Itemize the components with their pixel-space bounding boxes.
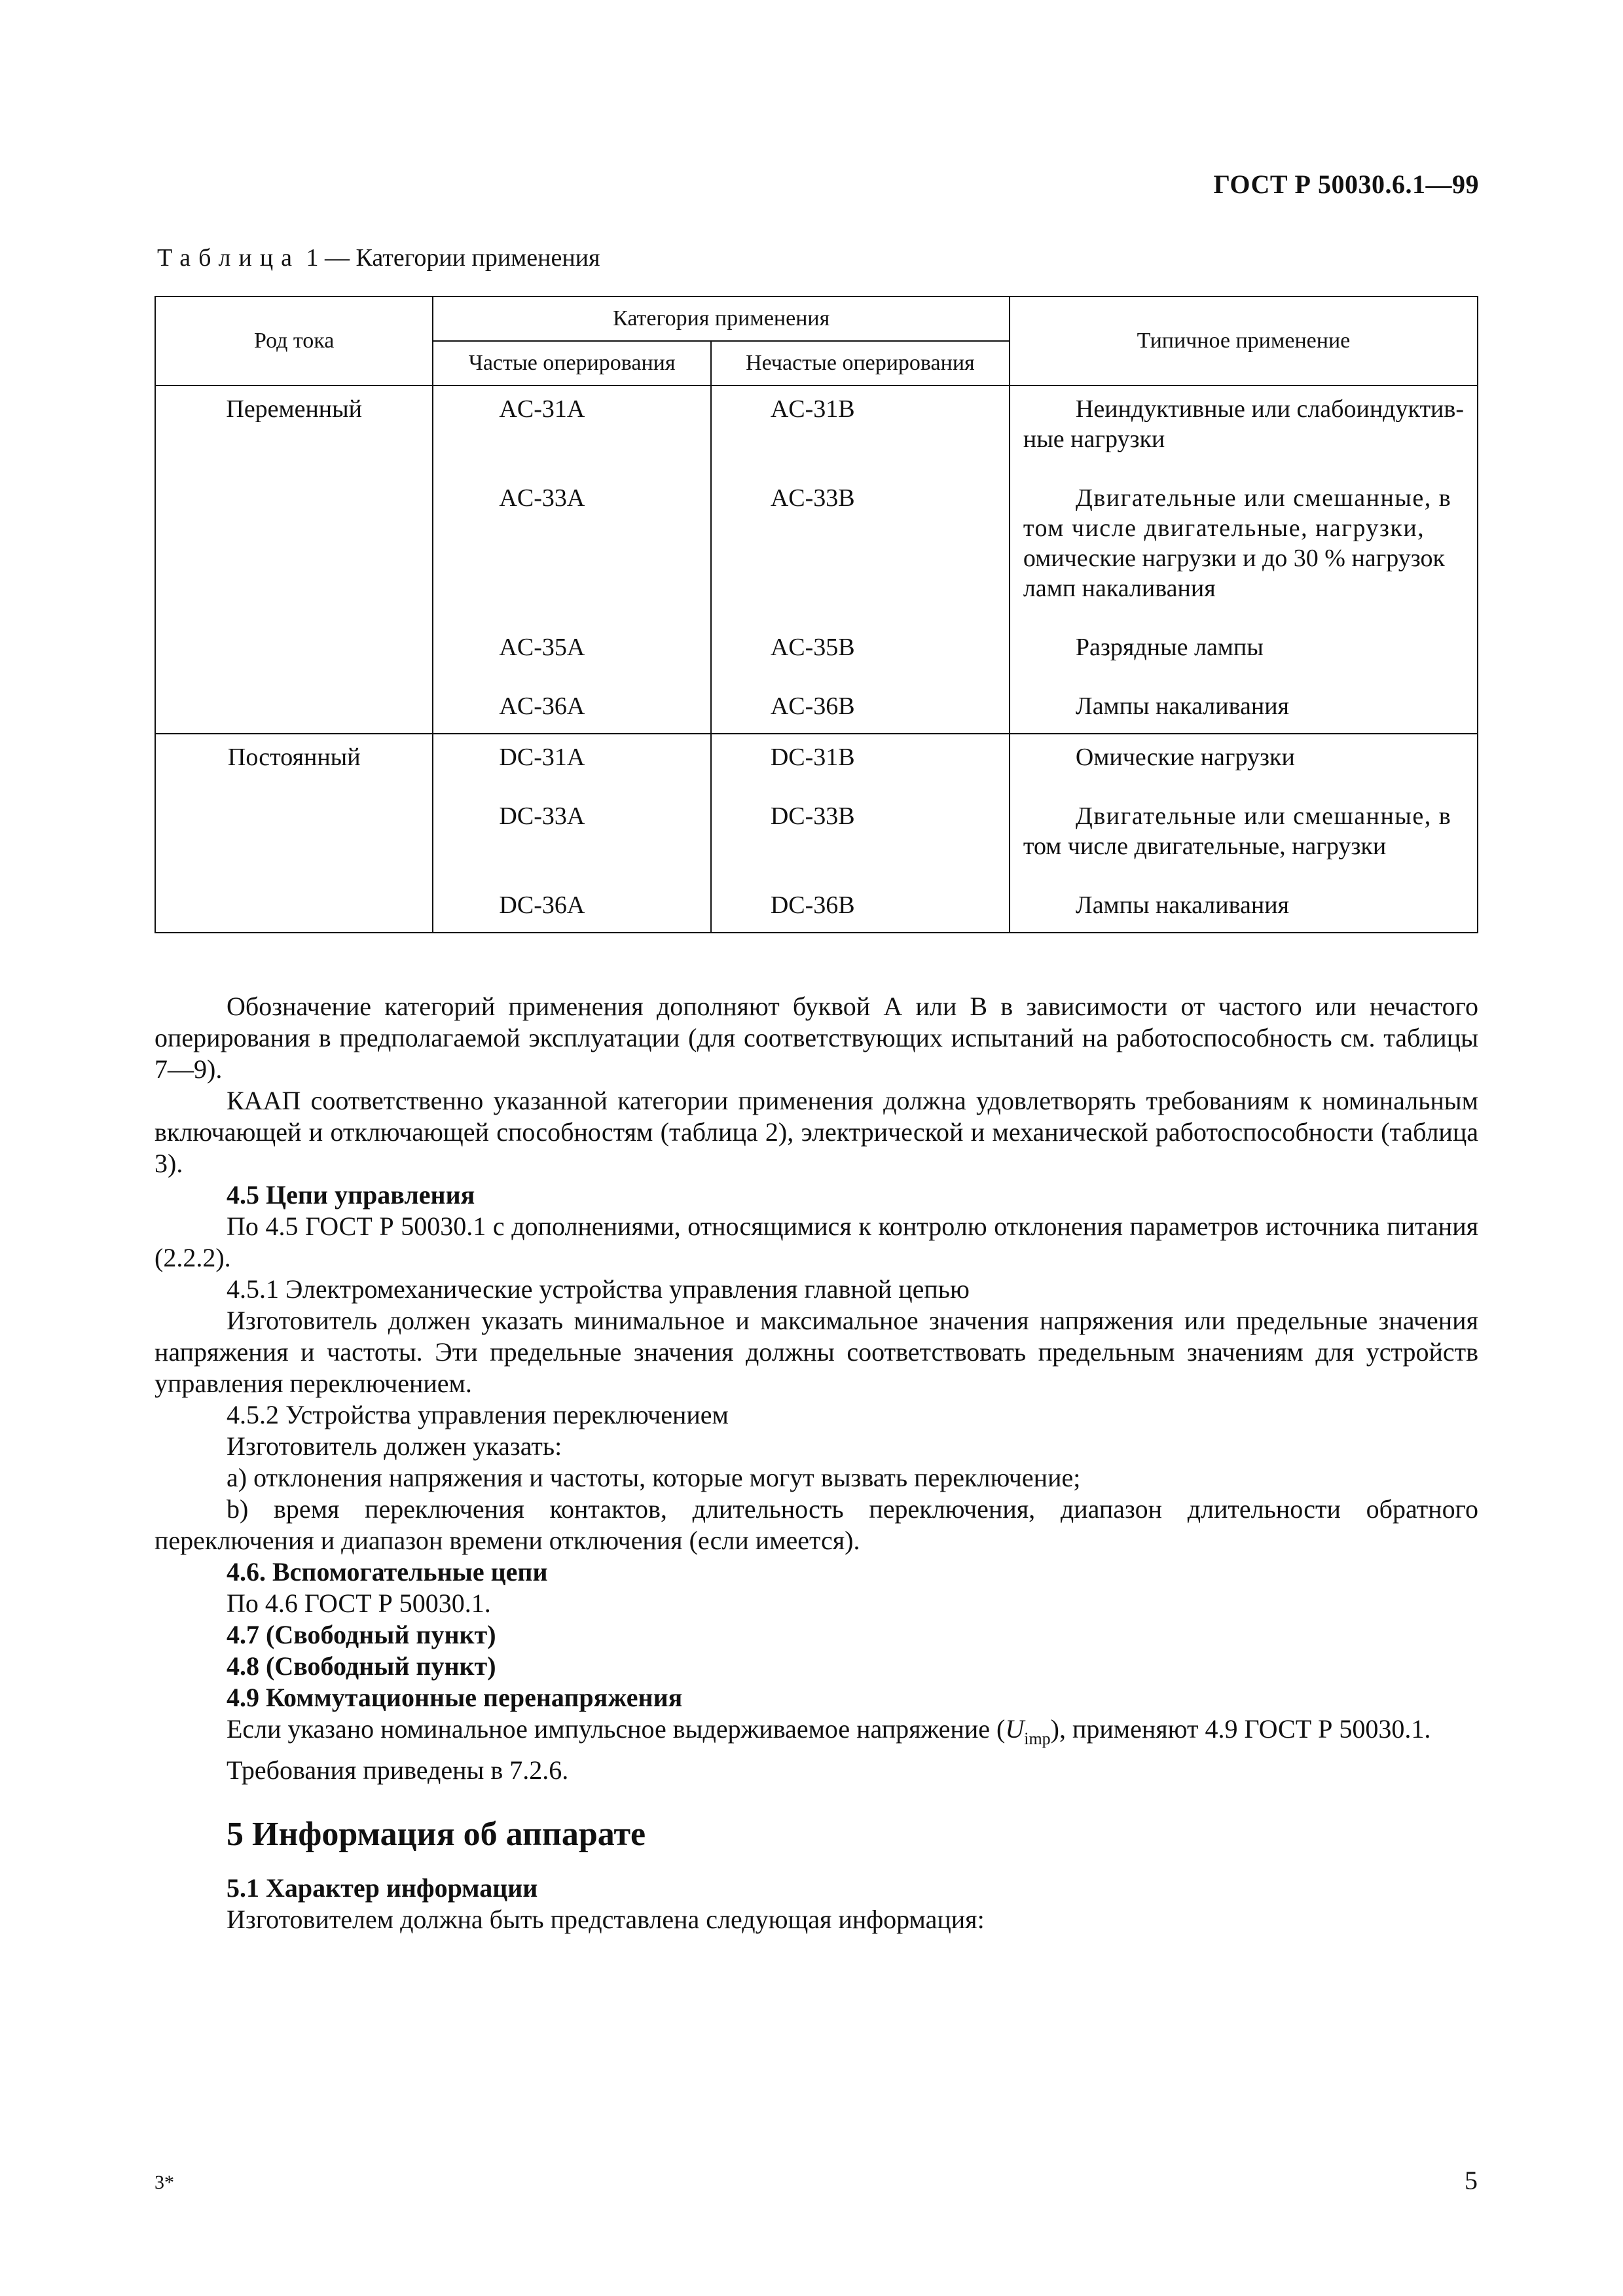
list-item: b) время переключения контактов, длительность переключения, диапазон длительности обратного переключения и диапазон времени отключения (если имеется). [155, 1494, 1478, 1555]
application-text: том числе двигательные, нагрузки, [1023, 514, 1425, 542]
code-infrequent: AC-35B [770, 634, 855, 661]
code-infrequent: AC-33B [770, 484, 855, 512]
code-infrequent: DC-33B [770, 802, 855, 830]
table-caption [157, 243, 600, 272]
symbol-u: U [1005, 1714, 1025, 1744]
document-id: ГОСТ Р 50030.6.1—99 [1213, 170, 1479, 199]
paragraph: 4.5.2 Устройства управления переключением [227, 1400, 729, 1429]
code-frequent: DC-31A [499, 744, 585, 771]
section-heading-4-8: 4.8 (Свободный пункт) [227, 1651, 496, 1681]
header-category: Категория применения [433, 296, 1010, 341]
code-infrequent: AC-36B [770, 692, 855, 720]
application-text: Двигательные или смешанные, в [1075, 484, 1452, 512]
code-frequent: AC-31A [499, 395, 585, 423]
paragraph-part: Если указано номинальное импульсное выдерживаемое напряжение ( [227, 1714, 1006, 1744]
subscript-imp: imp [1024, 1729, 1051, 1748]
body-text [155, 991, 1478, 1935]
application-text: Лампы накаливания [1075, 692, 1290, 720]
paragraph: По 4.6 ГОСТ Р 50030.1. [227, 1588, 491, 1618]
paragraph [155, 1713, 1478, 1755]
application-text: ламп накаливания [1023, 575, 1216, 602]
sheet-mark: 3* [155, 2172, 174, 2193]
section-heading-5: 5 Информация об аппарате [227, 1816, 646, 1853]
paragraph: Изготовителем должна быть представлена следующая информация: [227, 1905, 985, 1934]
code-frequent: AC-35A [499, 634, 585, 661]
application-text: Неиндуктивные или слабоиндуктив- [1075, 395, 1464, 423]
paragraph: 4.5.1 Электромеханические устройства управления главной цепью [227, 1274, 970, 1304]
table-group-ac [155, 386, 1478, 734]
header-frequent: Частые оперирования [433, 341, 710, 386]
table-group-dc [155, 734, 1478, 933]
page-number: 5 [1465, 2166, 1478, 2195]
application-text: Омические нагрузки [1075, 744, 1295, 771]
application-text: том числе двигательные, нагрузки [1023, 833, 1387, 860]
code-infrequent: DC-31B [770, 744, 855, 771]
code-frequent: DC-36A [499, 891, 585, 919]
header-typical-application: Типичное применение [1010, 296, 1478, 386]
paragraph: Изготовитель должен указать минимальное и максимальное значения напряжения или предельные значения напряжения и частоты. Эти предельные значения должны соответствовать предельным значениям для устройств управления переключением. [155, 1306, 1478, 1398]
current-type-dc: Постоянный [227, 744, 361, 771]
paragraph: Требования приведены в 7.2.6. [227, 1755, 569, 1785]
list-item: а) отклонения напряжения и частоты, которые могут вызвать переключение; [227, 1463, 1081, 1492]
code-frequent: AC-33A [499, 484, 585, 512]
section-heading-4-5: 4.5 Цепи управления [227, 1180, 475, 1210]
header-current-type: Род тока [155, 296, 433, 386]
code-infrequent: DC-36B [770, 891, 855, 919]
paragraph-part: ), применяют 4.9 ГОСТ Р 50030.1. [1050, 1714, 1431, 1744]
paragraph: Обозначение категорий применения дополняют буквой А или В в зависимости от частого или нечастого оперирования в предполагаемой эксплуатации (для соответствующих испытаний на работоспособность см. таблицы 7—9). [155, 992, 1478, 1084]
table-caption-prefix: Таблица [157, 244, 301, 272]
application-text: Двигательные или смешанные, в [1075, 802, 1452, 830]
section-heading-4-9: 4.9 Коммутационные перенапряжения [227, 1683, 683, 1712]
code-frequent: DC-33A [499, 802, 585, 830]
paragraph: КААП соответственно указанной категории применения должна удовлетворять требованиям к номинальным включающей и отключающей способностям (таблица 2), электрической и механической работоспособности (таблица 3). [155, 1086, 1478, 1178]
application-text: омические нагрузки и до 30 % нагрузок [1023, 545, 1445, 572]
application-text: Разрядные лампы [1075, 634, 1264, 661]
paragraph: Изготовитель должен указать: [227, 1431, 562, 1461]
section-heading-4-6: 4.6. Вспомогательные цепи [227, 1557, 548, 1587]
table-caption-title: 1 — Категории применения [300, 244, 600, 272]
code-frequent: AC-36A [499, 692, 585, 720]
paragraph: По 4.5 ГОСТ Р 50030.1 с дополнениями, относящимися к контролю отклонения параметров источника питания (2.2.2). [155, 1211, 1478, 1272]
section-heading-5-1: 5.1 Характер информации [227, 1873, 538, 1903]
application-text: Лампы накаливания [1075, 891, 1290, 919]
header-infrequent: Нечастые оперирования [711, 341, 1010, 386]
application-text: ные нагрузки [1023, 425, 1165, 453]
code-infrequent: AC-31B [770, 395, 855, 423]
section-heading-4-7: 4.7 (Свободный пункт) [227, 1620, 496, 1649]
application-categories-table [155, 296, 1478, 933]
current-type-ac: Переменный [226, 395, 363, 423]
